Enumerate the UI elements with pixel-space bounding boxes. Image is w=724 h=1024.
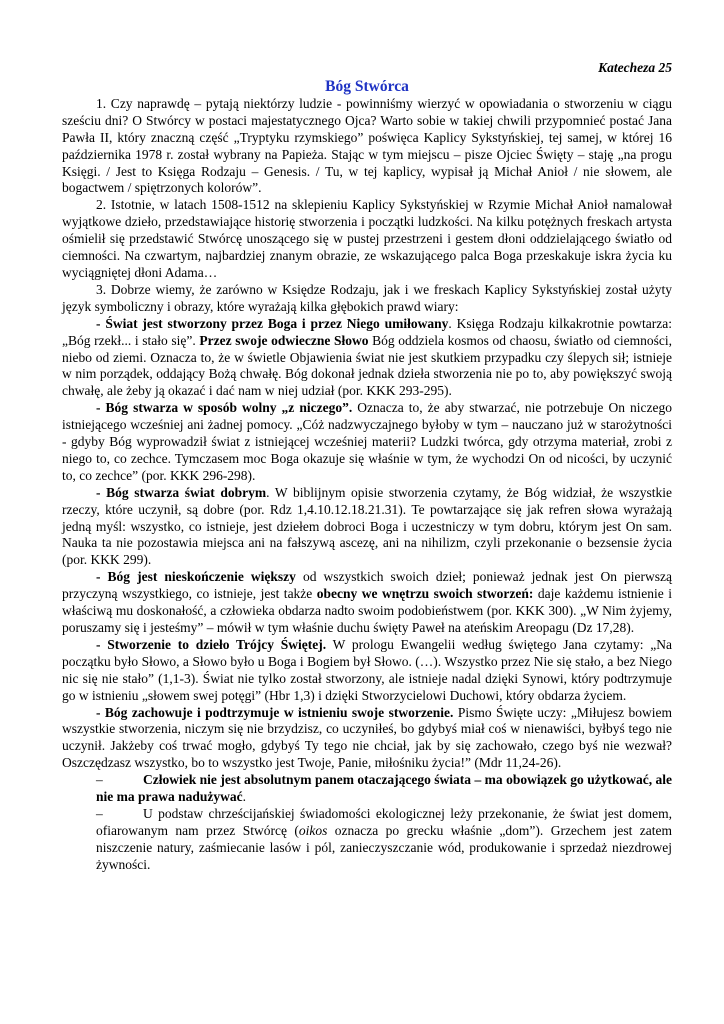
dash-mark-1: – xyxy=(96,772,103,788)
truth-4-text-b: daje każdemu istnienie i właściwą mu doskonałość, a człowieka obdarza nadto swoim podobieństwem (por. KKK 300). „W Nim żyjemy, poruszamy się i jesteśmy” – mówił w tym właśnie duchu święty Paweł na ateńskim Areopagu (Dz 17,28). xyxy=(62,586,672,635)
dash-item-2-text-b: oznacza po grecku właśnie „dom”). Grzechem jest zatem niszczenie natury, zaśmiecanie lasów i pól, zanieczyszczanie wód, produkowanie i sprzedaż niezdrowej żywności. xyxy=(96,822,672,872)
dash-item-1-end: . xyxy=(242,789,247,805)
dash-mark-2: – xyxy=(96,805,103,821)
truth-5-text: W prologu Ewangelii według świętego Jana czytamy: „Na początku było Słowo, a Słowo było u Boga i Bogiem był Słowo. (…). Wszystko przez Nie się stało, a bez Niego nic się nie stało” (1,1-3). Świat nie tylko został stworzony, ale istnieje nadal dzięki Synowi, który podtrzymuje go w istnieniu „słowem swej potęgi” (Hbr 1,3) i dzięki Stworzycielowi Duchowi, który obdarza życiem. xyxy=(62,636,672,703)
truth-4-heading: - Bóg jest nieskończenie większy xyxy=(96,569,296,585)
dash-item-2-italic: oikos xyxy=(298,822,328,838)
truth-1-text-b: Bóg oddziela kosmos od chaosu, światło od ciemności, niebo od ziemi. Oznacza to, że w świetle Objawienia świat nie jest skutkiem przypadku czy ślepych sił; istnieje w nim porządek, oddający Bożą chwałę. Bóg dokonał jednak dzieła stworzenia nie po to, aby powiększyć swoją chwałę, ale żeby ją okazać i dać nam w niej udział (por. KKK 293-295). xyxy=(62,332,672,399)
truth-4-emphasis: obecny we wnętrzu swoich stworzeń: xyxy=(316,586,534,602)
truth-6 xyxy=(62,705,672,773)
dash-item-1-bold: Człowiek nie jest absolutnym panem otaczającego świata – ma obowiązek go użytkować, ale nie ma prawa nadużywać xyxy=(96,772,672,805)
truth-5-heading: - Stworzenie to dzieło Trójcy Świętej. xyxy=(96,636,327,652)
truth-5 xyxy=(62,637,672,705)
truth-3-heading: - Bóg stwarza świat dobrym xyxy=(96,484,267,500)
truth-4 xyxy=(62,569,672,637)
truth-2 xyxy=(62,400,672,485)
paragraph-1: 1. Czy naprawdę – pytają niektórzy ludzie - powinniśmy wierzyć w opowiadania o stworzeniu w ciągu sześciu dni? O Stwórcy w postaci majestatycznego Ojca? Warto sobie w takiej chwili przypomnieć postać Jana Pawła II, który znaczną część „Tryptyku rzymskiego” poświęca Kaplicy Sykstyńskiej, tej samej, w której 16 października 1978 r. został wybrany na Papieża. Stając w tym miejscu – pisze Ojciec Święty – staję „na progu Księgi. / Jest to Księga Rodzaju – Genesis. / Tu, w tej kaplicy, wypisał ją Michał Anioł / nie słowem, ale bogactwem / spiętrzonych kolorów”. xyxy=(62,95,672,196)
truth-1-heading: - Świat jest stworzony przez Boga i przez Niego umiłowany xyxy=(96,315,449,331)
paragraph-2: 2. Istotnie, w latach 1508-1512 na sklepieniu Kaplicy Sykstyńskiej w Rzymie Michał Anioł namalował wyjątkowe dzieło, przedstawiające historię stworzenia i początki ludzkości. Na kilku potężnych freskach artysta ośmielił się przedstawić Stwórcę unoszącego się w pustej przestrzeni i gestem dłoni oddzielającego światło od ciemności. Na czwartym, najbardziej znanym obrazie, ze wskazującego palca Boga przeskakuje iskra życia ku wyciągniętej dłoni Adama… xyxy=(62,197,672,280)
truth-6-heading: - Bóg zachowuje i podtrzymuje w istnieniu swoje stworzenie. xyxy=(96,704,454,720)
truth-6-text: Pismo Święte uczy: „Miłujesz bowiem wszystkie stworzenia, niczym się nie brzydzisz, co uczyniłeś, bo gdybyś miał coś w nienawiści, byłbyś tego nie uczynił. Jakżeby coś trwać mogło, gdybyś Ty tego nie chciał, jak by się zachowało, czego byś nie wezwał? Oszczędzasz wszystko, bo to wszystko jest Twoje, Panie, miłośniku życia!” (Mdr 11,24-26). xyxy=(62,704,672,771)
dash-item-2 xyxy=(62,806,672,874)
truth-2-text: Oznacza to, że aby stwarzać, nie potrzebuje On niczego istniejącego wcześniej ani żadnej pomocy. „Cóż nadzwyczajnego byłoby w tym – nauczano już w starożytności - gdyby Bóg wyprowadził świat z istniejącej wcześniej materii? Ludzki twórca, gdy otrzyma materiał, zrobi z niego to, co zechce. Tymczasem moc Boga okazuje się właśnie w tym, że wychodzi On od nicości, by uczynić to, co zechce” (por. KKK 296-298). xyxy=(62,400,672,483)
paragraph-3: 3. Dobrze wiemy, że zarówno w Księdze Rodzaju, jak i we freskach Kaplicy Sykstyńskiej został użyty język symboliczny i obrazy, które wyrażają kilka głębokich prawd wiary: xyxy=(62,281,672,314)
truth-1 xyxy=(62,316,672,401)
truth-3-text: . W biblijnym opisie stworzenia czytamy, że Bóg widział, że wszystkie rzeczy, które uczynił, są dobre (por. Rdz 1,4.10.12.18.21.31). Te powtarzające się jak refren słowa wyrażają jedną myśl: wszystko, co istnieje, jest dziełem dobroci Boga i uczestniczy w tym dobru, którym jest On sam. Nauka ta nie pozostawia miejsca ani na fałszywą ascezę, ani na nihilizm, czyli przekonanie o bezsensie życia (por. KKK 299). xyxy=(62,484,672,568)
dash-item-2-text-a: U podstaw chrześcijańskiej świadomości ekologicznej leży przekonanie, że świat jest domem, ofiarowanym nam przez Stwórcę ( xyxy=(96,805,672,838)
truth-2-heading: - Bóg stwarza w sposób wolny „z niczego”. xyxy=(96,400,353,416)
page-title: Bóg Stwórca xyxy=(325,77,409,95)
header-katecheza: Katecheza 25 xyxy=(598,60,672,75)
document-page xyxy=(62,60,672,874)
truth-1-emphasis: Przez swoje odwieczne Słowo xyxy=(199,332,369,348)
dash-item-1 xyxy=(62,772,672,806)
truth-1-text-a: . Księga Rodzaju kilkakrotnie powtarza: „Bóg rzekł... i stało się”. xyxy=(62,315,672,348)
truth-3 xyxy=(62,485,672,570)
truth-4-text-a: od wszystkich swoich dzieł; ponieważ jednak jest On pierwszą przyczyną wszystkiego, co istnieje, jest także xyxy=(62,569,672,602)
